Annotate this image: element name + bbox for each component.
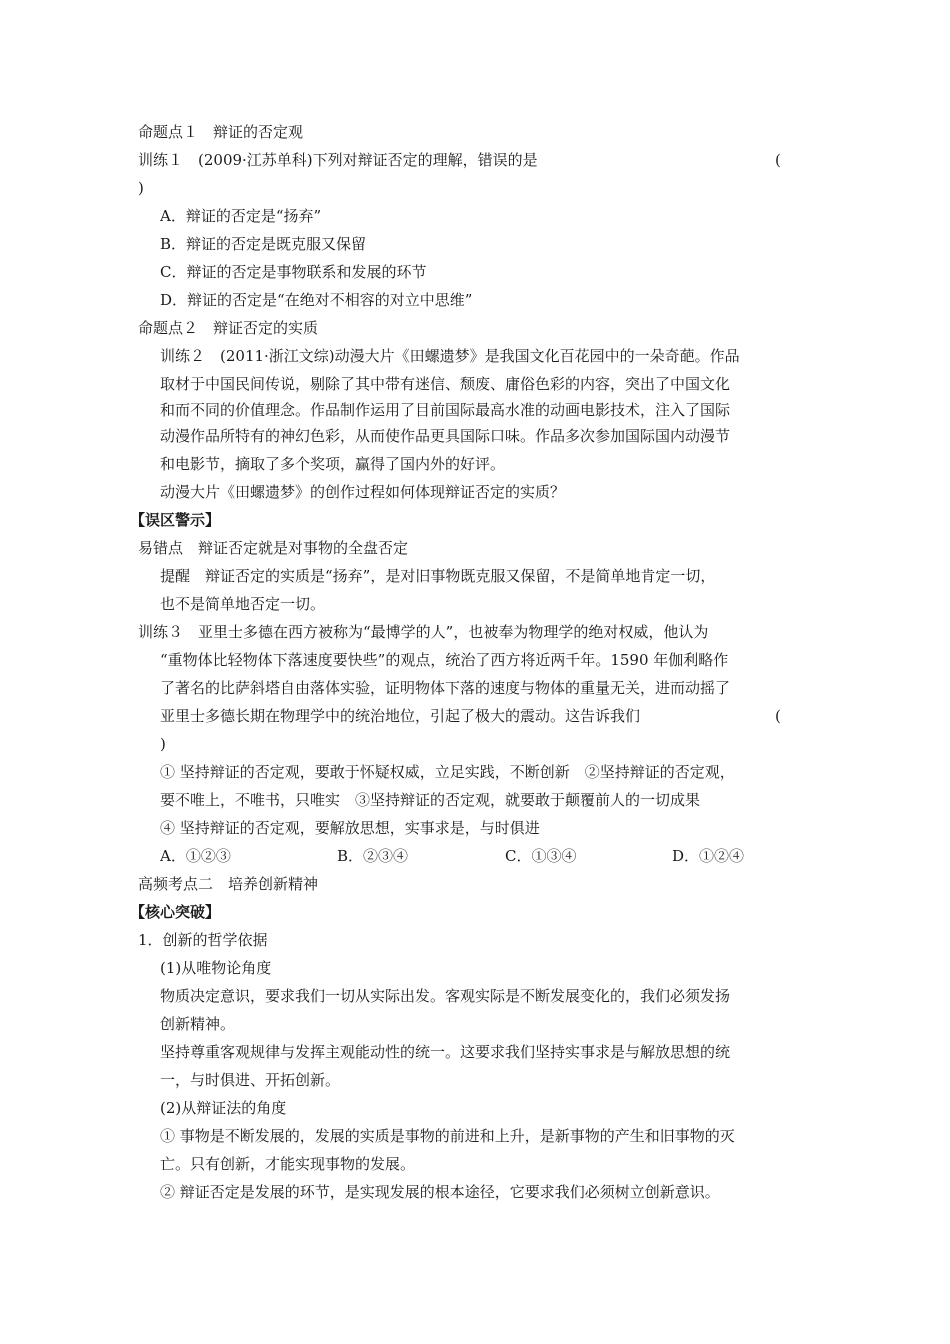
exercise-2-line: 取材于中国民间传说，剔除了其中带有迷信、颓废、庸俗色彩的内容，突出了中国文化 <box>160 375 731 393</box>
subpoint-2-heading: (2)从辩证法的角度 <box>160 1099 287 1117</box>
exercise-1-option-a: A．辩证的否定是“扬弃” <box>160 207 322 225</box>
exercise-2-question: 动漫大片《田螺遗梦》的创作过程如何体现辩证否定的实质？ <box>160 483 566 501</box>
exercise-1-answer-close: ) <box>138 179 144 197</box>
subpoint-2-line: ② 辩证否定是发展的环节，是实现发展的根本途径，它要求我们必须树立创新意识。 <box>160 1183 720 1201</box>
subpoint-1-line: 物质决定意识，要求我们一切从实际出发。客观实际是不断发展变化的，我们必须发扬 <box>160 987 731 1005</box>
point-1-heading: 1．创新的哲学依据 <box>138 931 268 949</box>
section-heading-negation-essence: 命题点２ 辩证否定的实质 <box>138 319 319 337</box>
exercise-2-line: 动漫作品所特有的神幻色彩，从而使作品更具国际口味。作品多次参加国际国内动漫节 <box>160 427 731 445</box>
exercise-3-answer-open: ( <box>775 707 781 725</box>
exercise-3-line: 亚里士多德长期在物理学中的统治地位，引起了极大的震动。这告诉我们 <box>160 707 641 725</box>
exercise-3-item: 要不唯上，不唯书，只唯实 ③坚持辩证的否定观，就要敢于颠覆前人的一切成果 <box>160 791 701 809</box>
core-breakthrough-title: 【核心突破】 <box>130 903 221 921</box>
exercise-3-line: 训练３ 亚里士多德在西方被称为“最博学的人”，也被奉为物理学的绝对权威，他认为 <box>138 623 709 641</box>
reminder-line: 也不是简单地否定一切。 <box>160 595 326 613</box>
error-point: 易错点 辩证否定就是对事物的全盘否定 <box>138 539 409 557</box>
subpoint-1-line: 坚持尊重客观规律与发挥主观能动性的统一。这要求我们坚持实事求是与解放思想的统 <box>160 1043 731 1061</box>
exercise-2-line: 和电影节，摘取了多个奖项，赢得了国内外的好评。 <box>160 455 506 473</box>
exercise-1-option-d: D．辩证的否定是“在绝对不相容的对立中思维” <box>160 291 473 309</box>
exercise-1-option-b: B．辩证的否定是既克服又保留 <box>160 235 367 253</box>
exercise-3-choice-b: B．②③④ <box>337 847 409 865</box>
subpoint-1-line: 一，与时俱进、开拓创新。 <box>160 1071 341 1089</box>
exercise-3-item: ① 坚持辩证的否定观，要敢于怀疑权威，立足实践，不断创新 ②坚持辩证的否定观， <box>160 763 735 781</box>
exercise-3-line: “重物体比轻物体下落速度要快些”的观点，统治了西方将近两千年。1590 年伽利略作 <box>160 651 729 669</box>
exercise-3-choice-a: A．①②③ <box>160 847 231 865</box>
exercise-1-answer-open: ( <box>775 151 781 169</box>
exercise-2-line: 和而不同的价值理念。作品制作运用了目前国际最高水准的动画电影技术，注入了国际 <box>160 401 731 419</box>
exercise-3-line: 了著名的比萨斜塔自由落体实验，证明物体下落的速度与物体的重量无关，进而动摇了 <box>160 679 731 697</box>
reminder-line: 提醒 辩证否定的实质是“扬弃”，是对旧事物既克服又保留，不是简单地肯定一切， <box>160 567 716 585</box>
exercise-1-stem: 训练１ (2009·江苏单科)下列对辩证否定的理解，错误的是 <box>138 151 538 169</box>
exercise-3-answer-close: ) <box>160 735 166 753</box>
section-heading-negation-view: 命题点１ 辩证的否定观 <box>138 123 304 141</box>
exercise-2-line: 训练２ (2011·浙江文综)动漫大片《田螺遗梦》是我国文化百花园中的一朵奇葩。作品 <box>160 347 740 365</box>
exercise-3-choice-c: C．①③④ <box>505 847 577 865</box>
subpoint-1-line: 创新精神。 <box>160 1015 236 1033</box>
subpoint-1-heading: (1)从唯物论角度 <box>160 959 272 977</box>
subpoint-2-line: 亡。只有创新，才能实现事物的发展。 <box>160 1155 416 1173</box>
exercise-3-choice-d: D．①②④ <box>672 847 745 865</box>
exercise-3-item: ④ 坚持辩证的否定观，要解放思想，实事求是，与时俱进 <box>160 819 540 837</box>
misconception-warning-title: 【误区警示】 <box>130 511 221 529</box>
exercise-1-option-c: C．辩证的否定是事物联系和发展的环节 <box>160 263 427 281</box>
section-heading-innovation: 高频考点二 培养创新精神 <box>138 875 319 893</box>
subpoint-2-line: ① 事物是不断发展的，发展的实质是事物的前进和上升，是新事物的产生和旧事物的灭 <box>160 1127 735 1145</box>
